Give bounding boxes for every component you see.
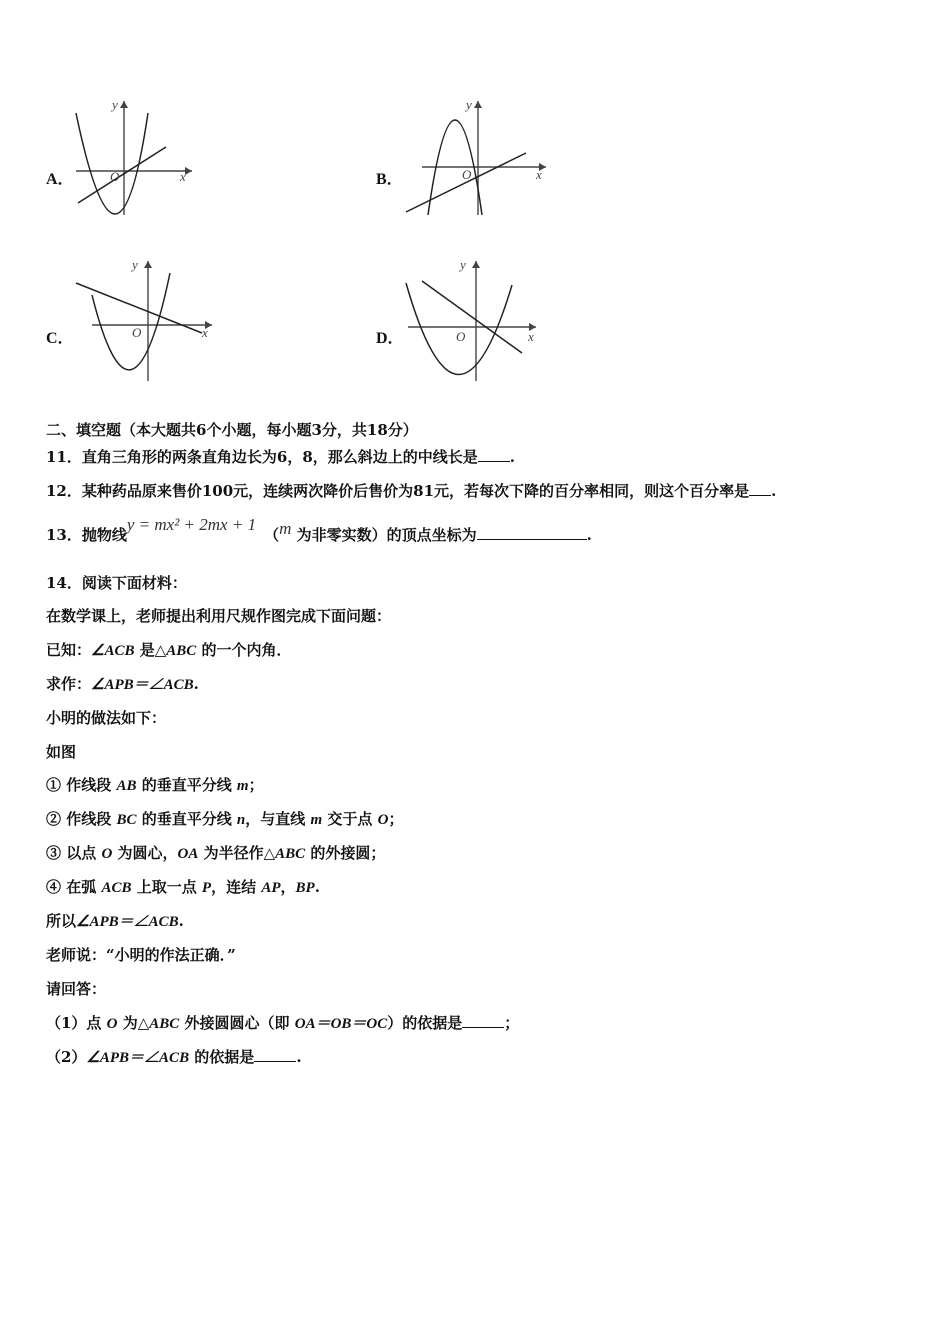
y-arrow-icon (120, 101, 128, 108)
option-b-graph (400, 95, 555, 220)
question-11: 11．直角三角形的两条直角边长为6，8，那么斜边上的中线长是 . (46, 448, 515, 466)
option-a-graph (70, 95, 200, 220)
answer-blank (749, 481, 771, 496)
q14-answer-prompt: 请回答： (46, 980, 107, 998)
section-heading: 二、填空题（本大题共6个小题，每小题3分，共18分） (46, 421, 418, 439)
svg-text:x: x (528, 329, 534, 344)
q14-step-2: ② 作线段 BC 的垂直平分线 n，与直线 m 交于点 O； (46, 810, 404, 828)
q14-method: 小明的做法如下： (46, 709, 167, 727)
origin-label: O (110, 169, 120, 184)
svg-text:x: x (536, 167, 542, 182)
q14-intro: 在数学课上，老师提出利用尺规作图完成下面问题： (46, 607, 392, 625)
option-b-label: B． (376, 171, 403, 188)
q14-step-1: ① 作线段 AB 的垂直平分线 m； (46, 776, 264, 794)
x-arrow-icon (185, 167, 192, 175)
svg-text:y: y (466, 97, 472, 112)
option-d-graph (400, 255, 550, 385)
svg-text:O: O (132, 325, 142, 340)
svg-text:y: y (460, 257, 466, 272)
svg-text:O: O (462, 167, 472, 182)
q14-part-1: （1）点 O 为△ABC 外接圆圆心（即 OA＝OB＝OC）的依据是 ； (46, 1014, 520, 1032)
answer-blank (477, 525, 587, 540)
q14-given: 已知：∠ACB 是△ABC 的一个内角． (46, 641, 292, 659)
q14-teacher: 老师说：“小明的作法正确．” (46, 946, 236, 964)
q14-step-4: ④ 在弧 ACB 上取一点 P，连结 AP，BP. (46, 878, 320, 896)
option-a-label: A． (46, 171, 74, 188)
question-13: 13．抛物线y = mx² + 2mx + 1（m 为非零实数）的顶点坐标为 . (46, 515, 592, 544)
q14-step-3: ③ 以点 O 为圆心，OA 为半径作△ABC 的外接圆； (46, 844, 386, 862)
q14-part-2: （2）∠APB＝∠ACB 的依据是 . (46, 1048, 302, 1066)
option-c-label: C． (46, 330, 74, 347)
answer-blank (478, 447, 510, 462)
svg-text:y: y (132, 257, 138, 272)
svg-text:x: x (202, 325, 208, 340)
parabola (76, 113, 148, 214)
answer-blank (462, 1013, 504, 1028)
option-c-graph (70, 255, 220, 385)
answer-blank (254, 1047, 296, 1062)
option-d-label: D． (376, 330, 404, 347)
question-12: 12．某种药品原来售价100元，连续两次降价后售价为81元，若每次下降的百分率相同，则这个百分率是 . (46, 482, 777, 500)
question-14-title: 14．阅读下面材料： (46, 574, 187, 592)
parabola-formula: y = mx² + 2mx + 1 (126, 515, 257, 534)
q14-find: 求作：∠APB＝∠ACB. (46, 675, 199, 693)
q14-conclusion: 所以∠APB＝∠ACB. (46, 912, 184, 930)
q14-as-figure: 如图 (46, 743, 77, 761)
y-axis-label: y (112, 97, 118, 112)
x-axis-label: x (180, 169, 186, 184)
svg-text:O: O (456, 329, 466, 344)
